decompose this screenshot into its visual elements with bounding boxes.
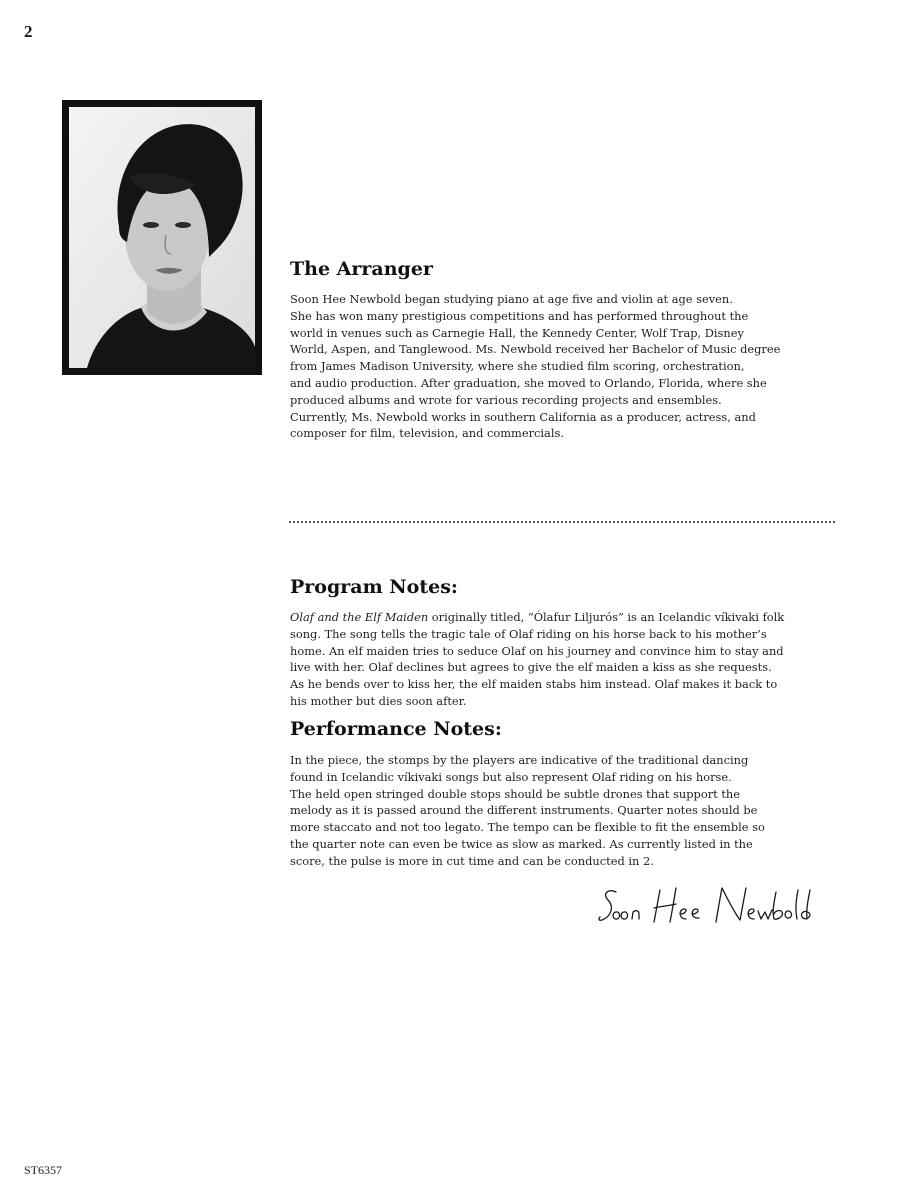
program-notes-line: his mother but dies soon after. (290, 693, 467, 708)
program-notes-heading: Program Notes: (290, 576, 458, 598)
program-notes-line: home. An elf maiden tries to seduce Olaf on his journey and convince him to stay and (290, 643, 784, 658)
arranger-bio-line: from James Madison University, where she studied film scoring, orchestration, (290, 359, 745, 374)
arranger-bio-line: produced albums and wrote for various recording projects and ensembles. (290, 392, 722, 407)
handwritten-signature (598, 884, 823, 928)
performance-notes-text (290, 752, 840, 870)
page-number: 2 (24, 22, 33, 41)
arranger-bio (290, 291, 840, 442)
arranger-bio-line: and audio production. After graduation, she moved to Orlando, Florida, where she (290, 375, 767, 390)
performance-notes-line: score, the pulse is more in cut time and can be conducted in 2. (290, 853, 654, 868)
arranger-portrait-photo (62, 100, 262, 375)
performance-notes-line: found in Icelandic víkivaki songs but also represent Olaf riding on his horse. (290, 769, 732, 784)
performance-notes-line: more staccato and not too legato. The tempo can be flexible to fit the ensemble so (290, 820, 765, 835)
catalog-code: ST6357 (24, 1163, 63, 1177)
program-notes-line: song. The song tells the tragic tale of Olaf riding on his horse back to his mother’s (290, 626, 767, 641)
program-notes-text (290, 609, 840, 710)
arranger-bio-line: World, Aspen, and Tanglewood. Ms. Newbold received her Bachelor of Music degree (290, 342, 781, 357)
program-notes-line: originally titled, “Ólafur Liljurós” is an Icelandic víkivaki folk (428, 610, 785, 624)
performance-notes-line: In the piece, the stomps by the players are indicative of the traditional dancing (290, 753, 749, 767)
performance-notes-line: The held open stringed double stops should be subtle drones that support the (290, 786, 740, 801)
arranger-bio-line: Currently, Ms. Newbold works in southern California as a producer, actress, and (290, 409, 756, 424)
song-title: Olaf and the Elf Maiden (290, 610, 429, 624)
arranger-bio-line: She has won many prestigious competitions and has performed throughout the (290, 308, 749, 323)
performance-notes-line: the quarter note can even be twice as slow as marked. As currently listed in the (290, 836, 753, 851)
program-notes-line: live with her. Olaf declines but agrees to give the elf maiden a kiss as she requests. (290, 660, 772, 675)
arranger-bio-line: world in venues such as Carnegie Hall, the Kennedy Center, Wolf Trap, Disney (290, 325, 744, 340)
program-notes-line: As he bends over to kiss her, the elf maiden stabs him instead. Olaf makes it back to (290, 677, 778, 692)
performance-notes-heading: Performance Notes: (290, 718, 502, 740)
arranger-heading: The Arranger (290, 258, 433, 280)
performance-notes-line: melody as it is passed around the different instruments. Quarter notes should be (290, 803, 758, 818)
arranger-bio-line: Soon Hee Newbold began studying piano at age five and violin at age seven. (290, 292, 733, 306)
dotted-divider (289, 521, 835, 523)
arranger-bio-line: composer for film, television, and commercials. (290, 426, 564, 441)
